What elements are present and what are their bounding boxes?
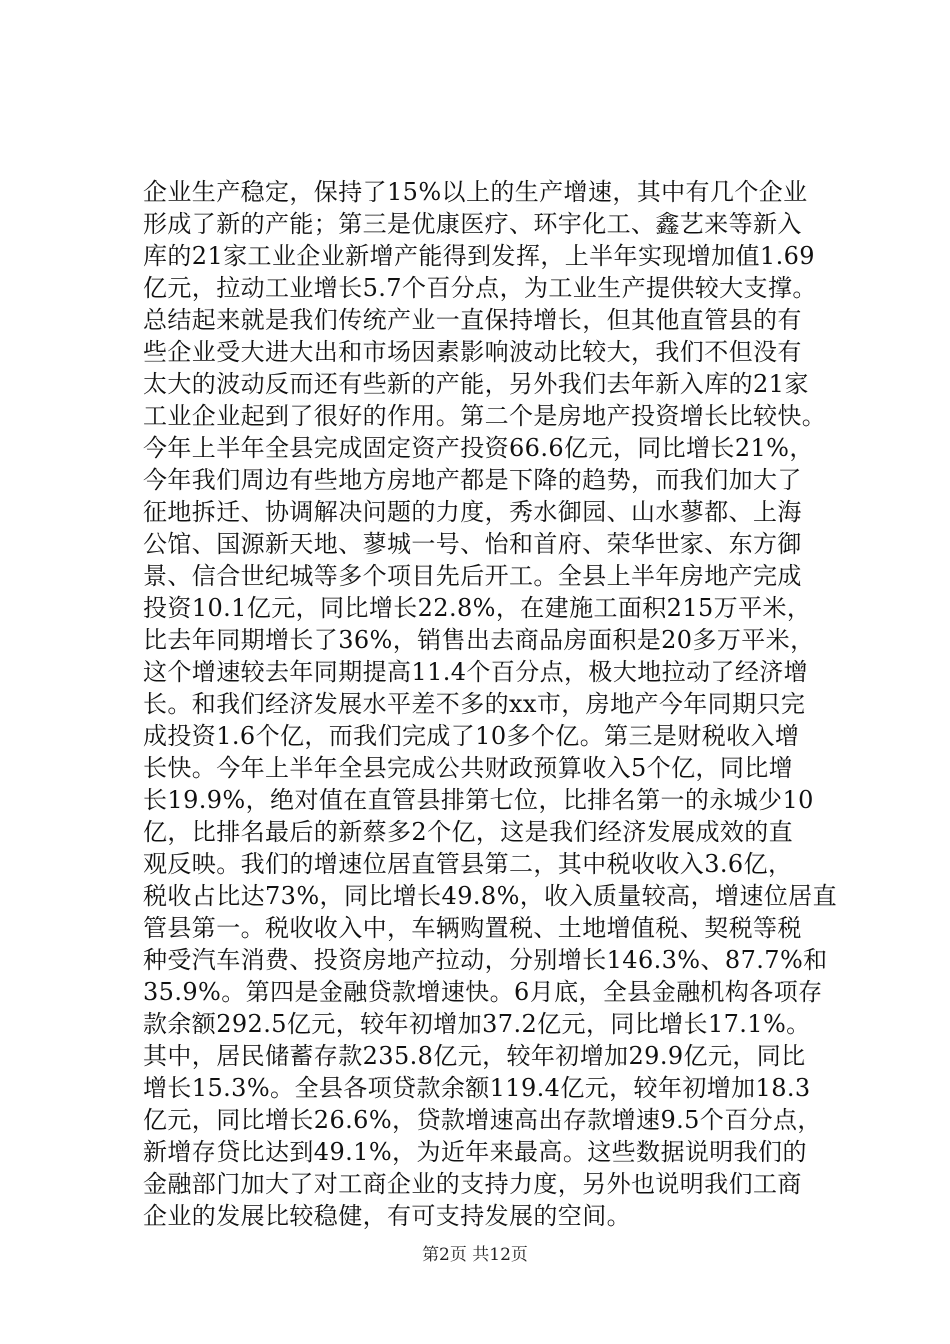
- text-line: 35.9%。第四是金融贷款增速快。6月底，全县金融机构各项存: [143, 978, 823, 1006]
- text-line: 其中，居民储蓄存款235.8亿元，较年初增加29.9亿元，同比: [143, 1042, 806, 1070]
- text-line: 观反映。我们的增速位居直管县第二，其中税收收入3.6亿，: [143, 850, 793, 878]
- text-line: 亿元，同比增长26.6%，贷款增速高出存款增速9.5个百分点，: [143, 1106, 822, 1134]
- text-line: 总结起来就是我们传统产业一直保持增长，但其他直管县的有: [143, 306, 802, 334]
- text-line: 工业企业起到了很好的作用。第二个是房地产投资增长比较快。: [143, 402, 827, 430]
- text-line: 比去年同期增长了36%，销售出去商品房面积是20多万平米，: [143, 626, 815, 654]
- text-line: 增长15.3%。全县各项贷款余额119.4亿元，较年初增加18.3: [143, 1074, 811, 1102]
- text-line: 征地拆迁、协调解决问题的力度，秀水御园、山水蓼都、上海: [143, 498, 802, 526]
- text-line: 税收占比达73%，同比增长49.8%，收入质量较高，增速位居直: [143, 882, 837, 910]
- text-line: 管县第一。税收收入中，车辆购置税、土地增值税、契税等税: [143, 914, 802, 942]
- text-line: 企业生产稳定，保持了15%以上的生产增速，其中有几个企业: [143, 178, 808, 206]
- text-line: 今年我们周边有些地方房地产都是下降的趋势，而我们加大了: [143, 466, 802, 494]
- text-line: 长19.9%，绝对值在直管县排第七位，比排名第一的永城少10: [143, 786, 814, 814]
- text-line: 长快。今年上半年全县完成公共财政预算收入5个亿，同比增: [143, 754, 794, 782]
- text-line: 公馆、国源新天地、蓼城一号、怡和首府、荣华世家、东方御: [143, 530, 802, 558]
- text-line: 金融部门加大了对工商企业的支持力度，另外也说明我们工商: [143, 1170, 802, 1198]
- text-line: 亿，比排名最后的新蔡多2个亿，这是我们经济发展成效的直: [143, 818, 794, 846]
- text-line: 亿元，拉动工业增长5.7个百分点，为工业生产提供较大支撑。: [143, 274, 817, 302]
- text-line: 新增存贷比达到49.1%，为近年来最高。这些数据说明我们的: [143, 1138, 807, 1166]
- text-line: 些企业受大进大出和市场因素影响波动比较大，我们不但没有: [143, 338, 802, 366]
- text-line: 款余额292.5亿元，较年初增加37.2亿元，同比增长17.1%。: [143, 1010, 811, 1038]
- text-line: 今年上半年全县完成固定资产投资66.6亿元，同比增长21%，: [143, 434, 814, 462]
- text-line: 形成了新的产能；第三是优康医疗、环宇化工、鑫艺来等新入: [143, 210, 802, 238]
- text-line: 这个增速较去年同期提高11.4个百分点，极大地拉动了经济增: [143, 658, 809, 686]
- page-footer: 第2页 共12页: [422, 1245, 528, 1265]
- text-line: 长。和我们经济发展水平差不多的xx市，房地产今年同期只完: [143, 690, 806, 718]
- text-line: 库的21家工业企业新增产能得到发挥，上半年实现增加值1.69: [143, 242, 815, 270]
- text-line: 投资10.1亿元，同比增长22.8%，在建施工面积215万平米，: [143, 594, 812, 622]
- text-line: 景、信合世纪城等多个项目先后开工。全县上半年房地产完成: [143, 562, 802, 590]
- text-line: 种受汽车消费、投资房地产拉动，分别增长146.3%、87.7%和: [143, 946, 828, 974]
- text-line: 企业的发展比较稳健，有可支持发展的空间。: [143, 1202, 631, 1230]
- text-line: 太大的波动反而还有些新的产能，另外我们去年新入库的21家: [143, 370, 809, 398]
- text-line: 成投资1.6个亿，而我们完成了10多个亿。第三是财税收入增: [143, 722, 800, 750]
- body-text: [143, 176, 837, 1232]
